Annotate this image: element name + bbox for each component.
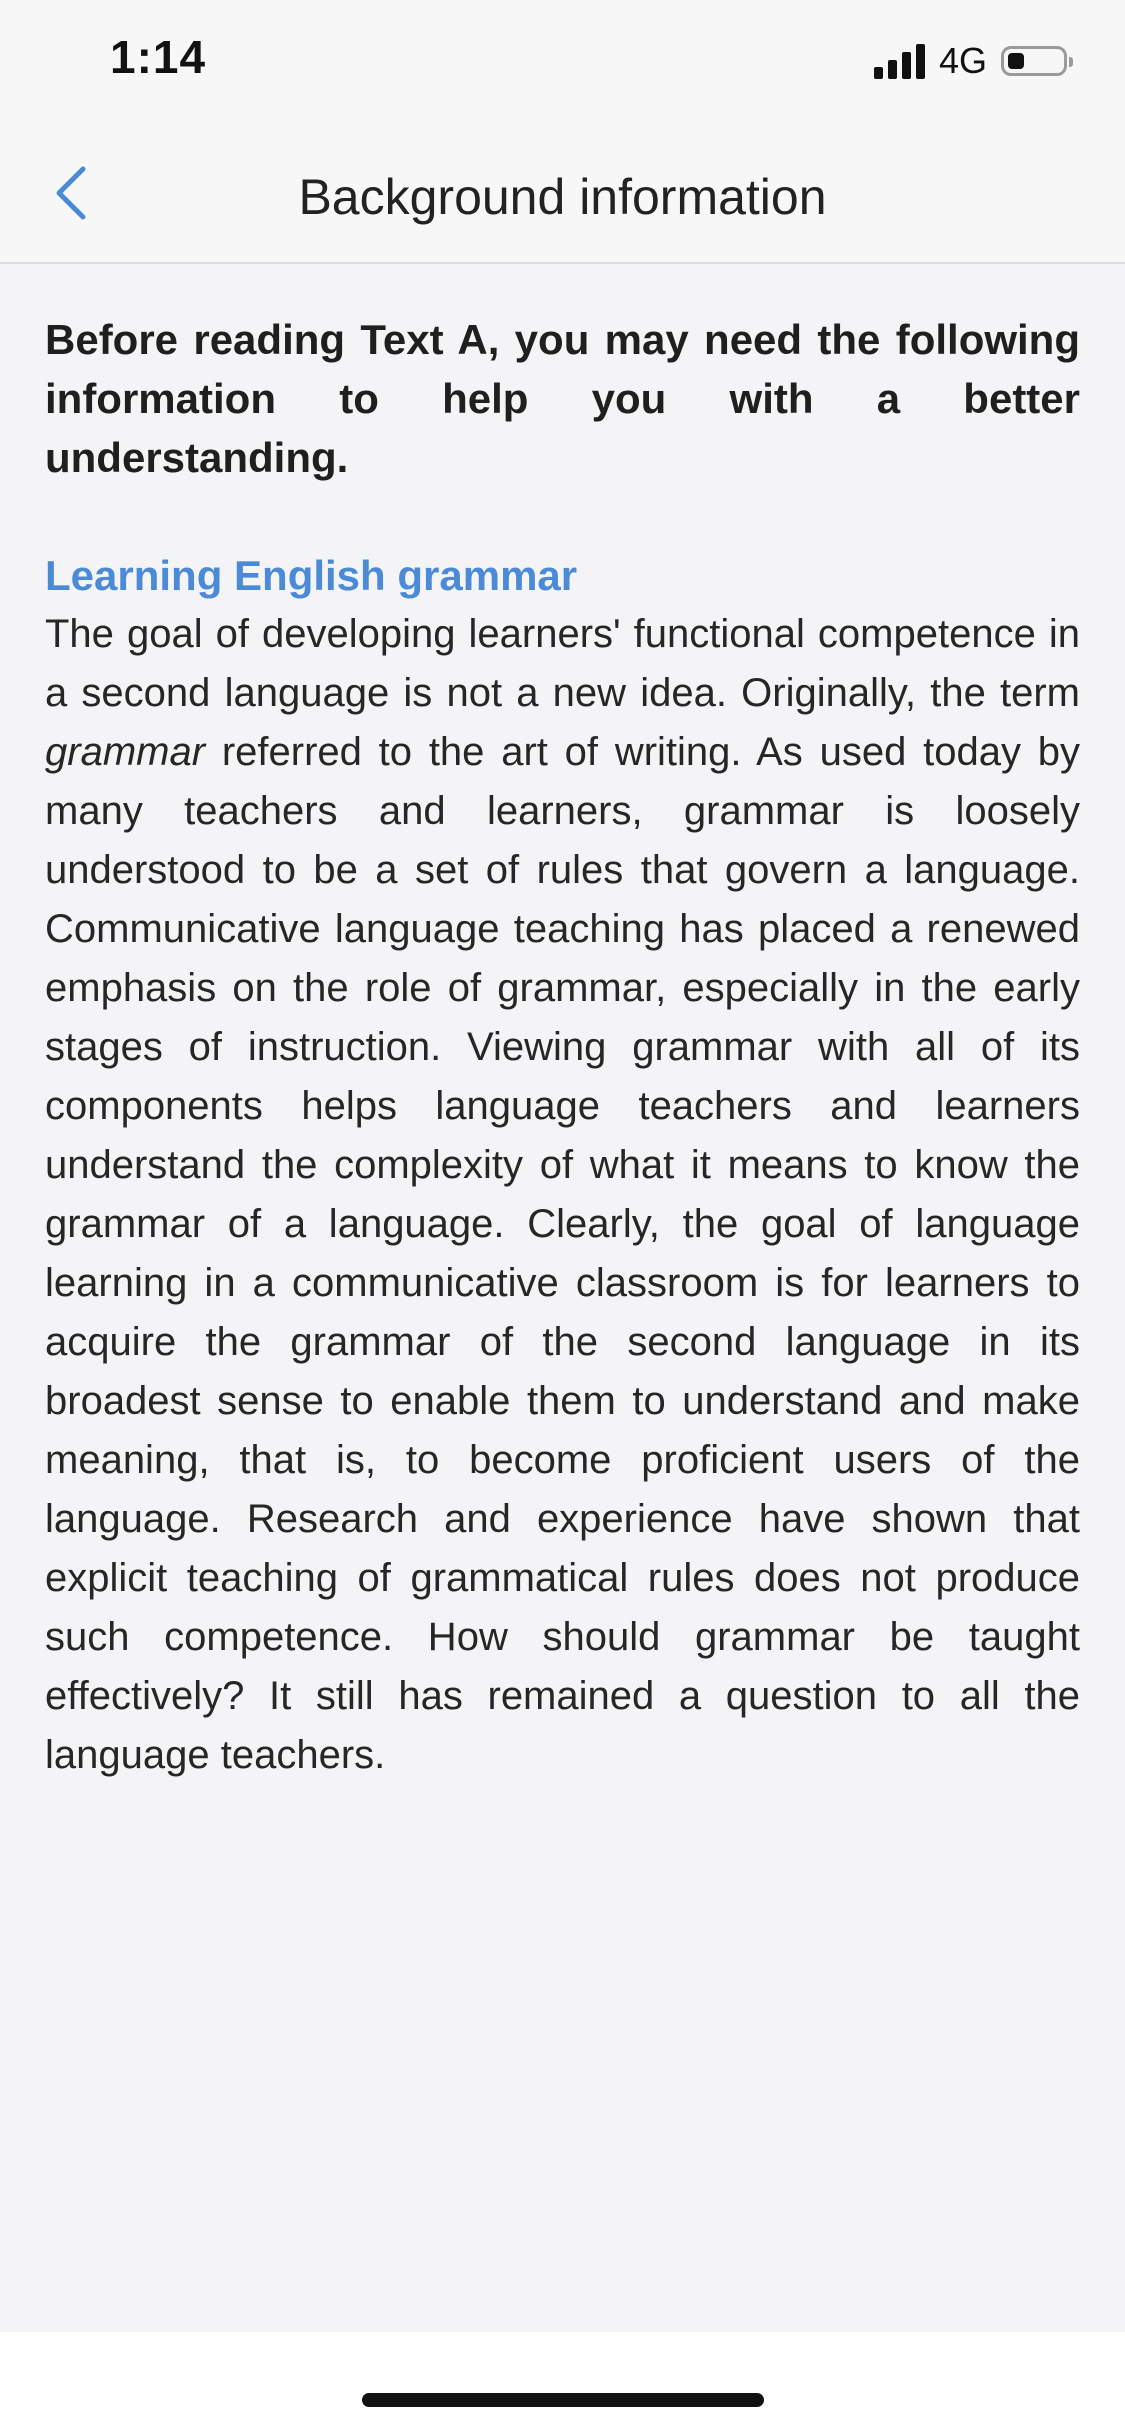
home-indicator-area xyxy=(0,2332,1125,2436)
battery-level xyxy=(1008,53,1024,69)
battery-icon xyxy=(1001,46,1067,76)
network-type: 4G xyxy=(938,40,987,81)
home-indicator[interactable] xyxy=(362,2393,764,2407)
paragraph-text-end: referred to the art of writing. As used today by many teachers and learners, grammar is loosely understood to be a set of rules that govern a language. Communicative language teaching has placed a renewed emphasis on the role of grammar, especially in the early stages of instruction. Viewing grammar with all of its components helps language teachers and learners understand the complexity of what it means to know the grammar of a language. Clearly, the goal of language learning in a communicative classroom is for learners to acquire the grammar of the second language in its broadest sense to enable them to understand and make meaning, that is, to become proficient users of the language. Research and experience have shown that explicit teaching of grammatical rules does not produce such competence. How should grammar be taught effectively? It still has remained a question to all the language teachers. xyxy=(45,730,1080,1777)
battery-tip xyxy=(1069,57,1073,67)
body-paragraph xyxy=(45,605,1080,1785)
signal-icon xyxy=(874,43,925,79)
intro-text: Before reading Text A, you may need the following information to help you with a better understanding. xyxy=(45,316,1080,481)
status-bar xyxy=(0,0,1125,130)
article-content xyxy=(45,310,1080,1785)
status-time: 1:14 xyxy=(110,31,207,83)
status-indicators xyxy=(874,40,1067,82)
section-heading: Learning English grammar xyxy=(45,552,578,599)
paragraph-text-start: The goal of developing learners' functional competence in a second language is not a new idea. Originally, the term xyxy=(45,612,1080,715)
page-title: Background information xyxy=(298,169,827,225)
italic-term: grammar xyxy=(45,730,206,774)
navigation-bar xyxy=(0,130,1125,264)
